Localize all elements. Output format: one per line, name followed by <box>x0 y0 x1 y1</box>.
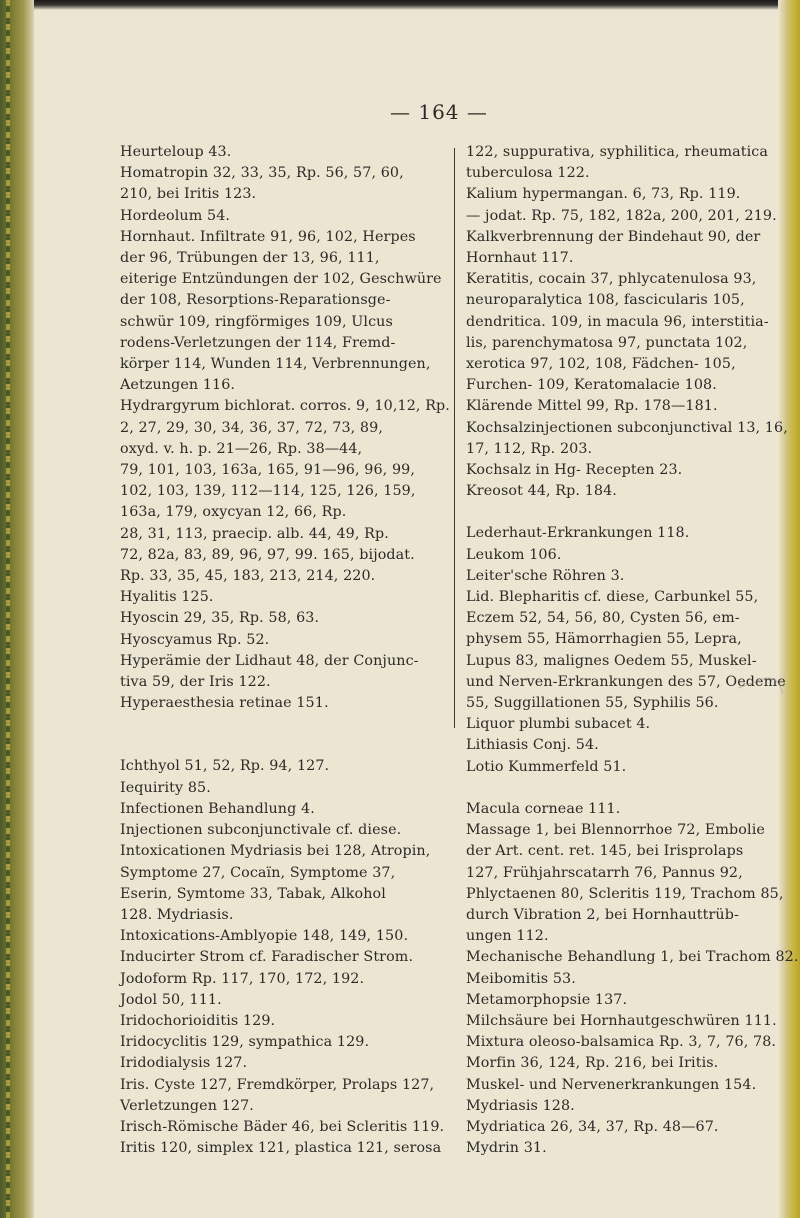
index-entry <box>466 460 798 481</box>
index-entry-line: Eczem 52, 54, 56, 80, Cysten 56, em- <box>466 610 740 627</box>
entry-gap <box>466 502 798 523</box>
index-entry <box>466 269 798 396</box>
index-entry-line: Iritis 120, simplex 121, plastica 121, serosa <box>120 1140 442 1157</box>
index-entry <box>466 142 798 184</box>
index-entry <box>466 735 798 756</box>
index-entry-line: xerotica 97, 102, 108, Fädchen- 105, <box>466 356 736 373</box>
index-entry-line: 210, bei Iritis 123. <box>120 186 257 203</box>
index-entry-line: 2, 27, 29, 30, 34, 36, 37, 72, 73, 89, <box>120 419 383 436</box>
index-entry <box>466 947 798 968</box>
index-entry <box>120 969 446 990</box>
index-entry-line: Mydriatica 26, 34, 37, Rp. 48—67. <box>466 1118 719 1135</box>
index-entry-line: Metamorphopsie 137. <box>466 991 628 1008</box>
index-entry-line: 128. Mydriasis. <box>120 906 234 923</box>
index-entry <box>120 1117 446 1138</box>
index-entry-line: Iequirity 85. <box>120 779 211 796</box>
index-entry <box>466 1053 798 1074</box>
index-entry <box>120 630 446 651</box>
index-entry-line: Kochsalz in Hg- Recepten 23. <box>466 462 683 479</box>
index-entry <box>120 1032 446 1053</box>
index-entry-line: Hyoscin 29, 35, Rp. 58, 63. <box>120 610 320 627</box>
index-entry-line: körper 114, Wunden 114, Verbrennungen, <box>120 356 431 373</box>
index-entry-line: Intoxications-Amblyopie 148, 149, 150. <box>120 928 409 945</box>
index-entry <box>466 820 798 947</box>
index-entry-line: Irisch-Römische Bäder 46, bei Scleritis 119. <box>120 1118 445 1135</box>
index-entry <box>466 227 798 269</box>
index-entry-line: Inducirter Strom cf. Faradischer Strom. <box>120 949 414 966</box>
index-entry <box>466 396 798 417</box>
index-entry <box>466 1011 798 1032</box>
index-entry-line: Hordeolum 54. <box>120 207 231 224</box>
index-entry-line: Lithiasis Conj. 54. <box>466 737 599 754</box>
index-entry-line: Mixtura oleoso-balsamica Rp. 3, 7, 76, 78. <box>466 1034 777 1051</box>
index-entry-line: Homatropin 32, 33, 35, Rp. 56, 57, 60, <box>120 165 404 182</box>
index-entry-line: Morfin 36, 124, Rp. 216, bei Iritis. <box>466 1055 719 1072</box>
index-entry <box>120 693 446 714</box>
index-entry <box>120 799 446 820</box>
index-entry-line: Furchen- 109, Keratomalacie 108. <box>466 377 717 394</box>
index-entry-line: — jodat. Rp. 75, 182, 182a, 200, 201, 219. <box>466 207 777 224</box>
index-entry-line: Infectionen Behandlung 4. <box>120 800 315 817</box>
index-entry <box>120 990 446 1011</box>
index-entry-line: Leiter'sche Röhren 3. <box>466 567 625 584</box>
index-entry-line: Kalium hypermangan. 6, 73, Rp. 119. <box>466 186 741 203</box>
index-entry-line: tiva 59, der Iris 122. <box>120 674 271 691</box>
index-entry <box>466 757 798 778</box>
index-entry <box>120 778 446 799</box>
index-entry-line: 163a, 179, oxycyan 12, 66, Rp. <box>120 504 347 521</box>
page-top-shadow <box>34 0 800 10</box>
index-entry-line: Hydrargyrum bichlorat. corros. 9, 10,12, Rp. <box>120 398 450 415</box>
index-entry <box>466 481 798 502</box>
index-entry-line: Meibomitis 53. <box>466 970 576 987</box>
index-entry <box>120 227 446 397</box>
index-entry <box>120 608 446 629</box>
index-entry-line: Symptome 27, Cocaïn, Symptome 37, <box>120 864 396 881</box>
index-entry <box>466 1075 798 1096</box>
index-entry-line: Massage 1, bei Blennorrhoe 72, Embolie <box>466 822 765 839</box>
index-entry-line: oxyd. v. h. p. 21—26, Rp. 38—44, <box>120 440 363 457</box>
index-entry-line: 79, 101, 103, 163a, 165, 91—96, 96, 99, <box>120 462 416 479</box>
index-entry-line: Kochsalzinjectionen subconjunctival 13, 16, <box>466 419 788 436</box>
index-entry-line: Verletzungen 127. <box>120 1097 254 1114</box>
index-entry-line: Mechanische Behandlung 1, bei Trachom 82. <box>466 949 799 966</box>
index-column-left <box>120 142 450 1159</box>
index-entry-line: Hyperaesthesia retinae 151. <box>120 695 329 712</box>
entry-gap <box>466 778 798 799</box>
index-entry <box>120 1011 446 1032</box>
index-entry-line: Heurteloup 43. <box>120 144 232 160</box>
index-entry-line: Lederhaut-Erkrankungen 118. <box>466 525 690 542</box>
index-entry-line: Iris. Cyste 127, Fremdkörper, Prolaps 127, <box>120 1076 435 1093</box>
index-entry-line: Liquor plumbi subacet 4. <box>466 716 651 733</box>
index-entry <box>120 1075 446 1117</box>
index-entry-line: 127, Frühjahrscatarrh 76, Pannus 92, <box>466 864 743 881</box>
column-divider <box>454 148 455 728</box>
index-entry <box>120 756 446 777</box>
index-entry-line: Ichthyol 51, 52, Rp. 94, 127. <box>120 758 330 775</box>
index-entry-line: schwür 109, ringförmiges 109, Ulcus <box>120 313 393 330</box>
index-entry-line: 102, 103, 139, 112—114, 125, 126, 159, <box>120 483 416 500</box>
index-entry <box>120 587 446 608</box>
index-entry-line: lis, parenchymatosa 97, punctata 102, <box>466 334 748 351</box>
index-entry-line: Iridocyclitis 129, sympathica 129. <box>120 1034 370 1051</box>
index-entry-line: Macula corneae 111. <box>466 800 621 817</box>
index-entry-line: eiterige Entzündungen der 102, Geschwüre <box>120 271 442 288</box>
index-entry <box>120 396 450 587</box>
index-entry <box>120 820 446 841</box>
index-entry-line: Hyalitis 125. <box>120 589 214 606</box>
index-entry-line: Milchsäure bei Hornhautgeschwüren 111. <box>466 1012 777 1029</box>
index-entry-line: ungen 112. <box>466 928 549 945</box>
index-entry-line: Lotio Kummerfeld 51. <box>466 758 627 775</box>
index-entry-line: Lupus 83, malignes Oedem 55, Muskel- <box>466 652 757 669</box>
index-entry <box>466 969 798 990</box>
index-entry <box>466 799 798 820</box>
index-entry-line: Kalkverbrennung der Bindehaut 90, der <box>466 228 761 245</box>
index-entry-line: Injectionen subconjunctivale cf. diese. <box>120 822 402 839</box>
index-entry-line: Mydrin 31. <box>466 1140 547 1157</box>
index-entry-line: Intoxicationen Mydriasis bei 128, Atropin, <box>120 843 431 860</box>
index-entry-line: der 108, Resorptions-Reparationsge- <box>120 292 391 309</box>
index-entry <box>120 163 446 205</box>
index-entry-line: Rp. 33, 35, 45, 183, 213, 214, 220. <box>120 568 376 585</box>
index-entry-line: Aetzungen 116. <box>120 377 236 394</box>
entry-gap <box>120 735 446 756</box>
index-entry-line: 55, Suggillationen 55, Syphilis 56. <box>466 695 719 712</box>
index-entry <box>120 1053 446 1074</box>
index-entry-line: und Nerven-Erkrankungen des 57, Oedeme <box>466 673 786 690</box>
index-entry <box>466 1096 798 1117</box>
index-entry <box>466 1117 798 1138</box>
index-entry <box>466 990 798 1011</box>
index-column-right <box>466 142 798 1159</box>
index-entry-line: Jodoform Rp. 117, 170, 172, 192. <box>120 970 365 987</box>
index-entry-line: Iridodialysis 127. <box>120 1055 248 1072</box>
index-entry-line: dendritica. 109, in macula 96, interstitia- <box>466 313 769 330</box>
index-entry-line: 28, 31, 113, praecip. alb. 44, 49, Rp. <box>120 525 389 542</box>
index-entry-line: Jodol 50, 111. <box>120 991 222 1008</box>
index-entry-line: physem 55, Hämorrhagien 55, Lepra, <box>466 631 742 648</box>
index-entry-line: durch Vibration 2, bei Hornhauttrüb- <box>466 906 739 923</box>
index-entry <box>466 184 798 226</box>
index-entry <box>466 566 798 587</box>
index-entry-line: Mydriasis 128. <box>466 1097 575 1114</box>
index-entry-line: Lid. Blepharitis cf. diese, Carbunkel 55, <box>466 589 759 606</box>
index-entry-line: Phlyctaenen 80, Scleritis 119, Trachom 85, <box>466 885 784 902</box>
index-entry-line: Leukom 106. <box>466 546 562 563</box>
index-entry <box>466 1138 798 1159</box>
index-entry <box>466 545 798 566</box>
index-entry <box>120 142 446 163</box>
index-entry <box>120 947 446 968</box>
index-entry <box>466 714 798 735</box>
index-entry-line: 122, suppurativa, syphilitica, rheumatica <box>466 144 768 160</box>
index-entry <box>466 1032 798 1053</box>
index-entry-line: Hornhaut. Infiltrate 91, 96, 102, Herpes <box>120 228 416 245</box>
page-number: — 164 — <box>390 100 488 124</box>
index-entry-line: 72, 82a, 83, 89, 96, 97, 99. 165, bijodat. <box>120 546 415 563</box>
index-entry-line: Hyoscyamus Rp. 52. <box>120 631 270 648</box>
index-entry <box>120 841 446 926</box>
index-entry-line: der Art. cent. ret. 145, bei Irisprolaps <box>466 843 744 860</box>
index-entry-line: 17, 112, Rp. 203. <box>466 440 593 457</box>
index-entry-line: Muskel- und Nervenerkrankungen 154. <box>466 1076 757 1093</box>
book-binding-edge <box>0 0 34 1218</box>
index-entry <box>120 926 446 947</box>
index-entry-line: Eserin, Symtome 33, Tabak, Alkohol <box>120 885 386 902</box>
entry-gap <box>120 714 446 735</box>
index-entry-line: neuroparalytica 108, fascicularis 105, <box>466 292 745 309</box>
index-entry-line: Hornhaut 117. <box>466 250 574 267</box>
index-entry <box>120 1138 446 1159</box>
index-entry-line: Kreosot 44, Rp. 184. <box>466 483 617 500</box>
index-entry-line: Hyperämie der Lidhaut 48, der Conjunc- <box>120 652 419 669</box>
index-entry-line: tuberculosa 122. <box>466 165 590 182</box>
index-entry-line: Keratitis, cocain 37, phlycatenulosa 93, <box>466 271 757 288</box>
index-entry-line: Klärende Mittel 99, Rp. 178—181. <box>466 398 718 415</box>
index-entry-line: Iridochorioiditis 129. <box>120 1012 276 1029</box>
index-entry <box>120 206 446 227</box>
index-entry-line: der 96, Trübungen der 13, 96, 111, <box>120 250 380 267</box>
index-entry <box>466 418 798 460</box>
index-entry <box>120 651 446 693</box>
index-entry <box>466 523 798 544</box>
index-entry-line: rodens-Verletzungen der 114, Fremd- <box>120 334 396 351</box>
